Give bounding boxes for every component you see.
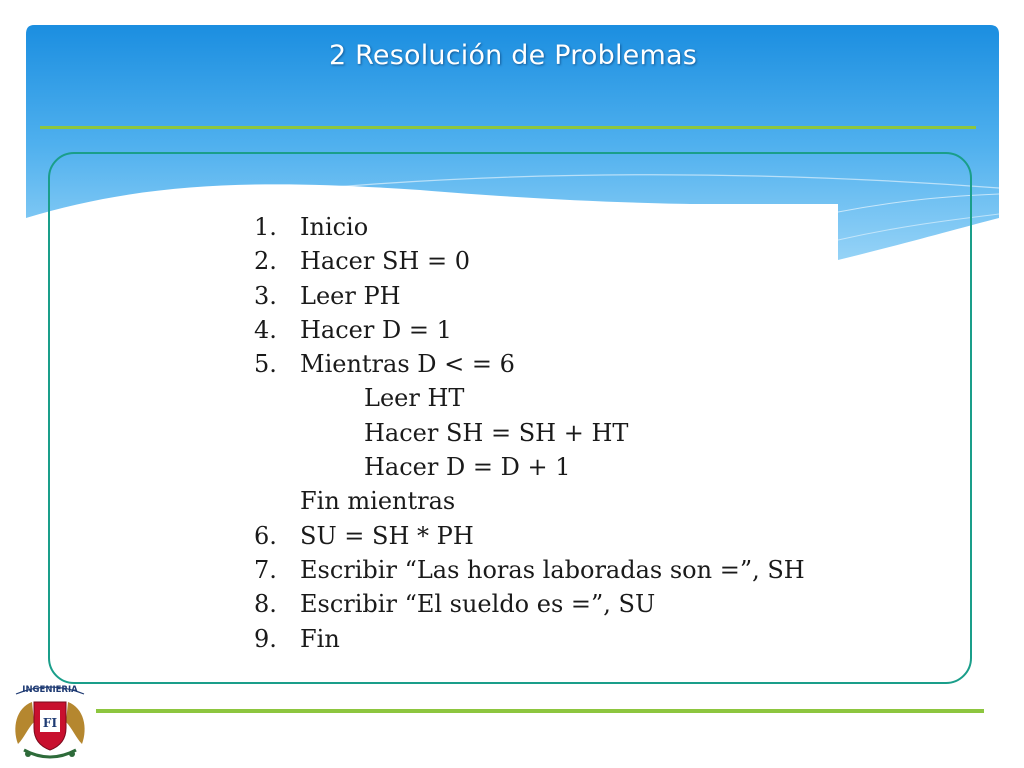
step-text: Mientras D < = 6 xyxy=(300,350,515,379)
step-text: Escribir “Las horas laboradas son =”, SH xyxy=(300,555,805,584)
step-text: Fin mientras xyxy=(300,487,456,516)
step-number: 8. xyxy=(254,590,277,619)
step-number: 3. xyxy=(254,281,277,310)
step-text: Escribir “El sueldo es =”, SU xyxy=(300,590,656,619)
step-number: 9. xyxy=(254,624,277,653)
logo-text: INGENIERIA xyxy=(22,685,78,695)
step-text: Leer PH xyxy=(300,281,401,310)
step-text: Hacer D = 1 xyxy=(300,315,452,344)
step-text: Hacer D = D + 1 xyxy=(364,453,571,482)
svg-text:FI: FI xyxy=(42,716,58,730)
step-text: Inicio xyxy=(300,213,369,241)
step-number: 4. xyxy=(254,315,277,344)
slide-title: 2 Resolución de Problemas xyxy=(328,40,697,71)
step-text: SU = SH * PH xyxy=(300,521,474,550)
step-number: 1. xyxy=(254,213,277,241)
step-text: Leer HT xyxy=(364,384,465,413)
engineering-faculty-crest-icon xyxy=(10,678,90,764)
step-text: Hacer SH = SH + HT xyxy=(364,418,629,447)
step-text: Hacer SH = 0 xyxy=(300,247,470,276)
step-number: 7. xyxy=(254,555,277,584)
step-number: 2. xyxy=(254,247,277,276)
step-text: Fin xyxy=(300,624,340,653)
step-number: 5. xyxy=(254,350,277,379)
step-number: 6. xyxy=(254,521,277,550)
